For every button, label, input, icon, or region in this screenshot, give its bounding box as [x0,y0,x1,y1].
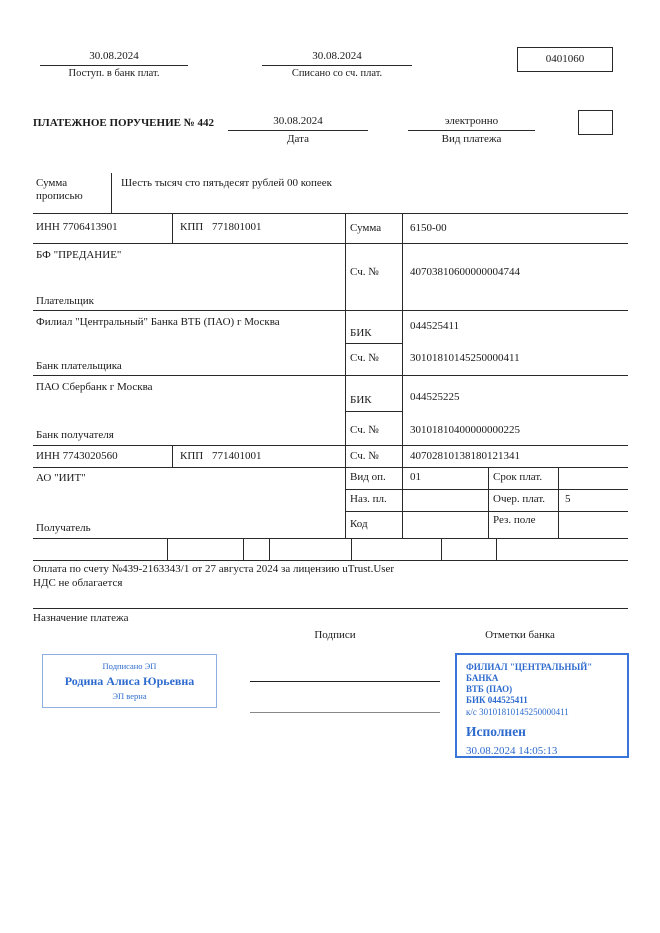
grid-line [172,213,173,243]
payee-account-label: Сч. № [350,450,379,462]
grid-line [488,467,489,538]
bank-stamp-bik: БИК 044525411 [466,695,528,705]
payer-bank-label: Банк плательщика [36,360,122,372]
payee-bank-bik-label: БИК [350,394,372,406]
grid-line [441,538,442,560]
grid-line [243,538,244,560]
payer-bank-name: Филиал "Центральный" Банка ВТБ (ПАО) г Москва [36,316,280,328]
grid-line [33,243,628,244]
op-kind-label: Вид оп. [350,471,386,483]
payment-kind-field [408,115,535,146]
grid-line [33,375,628,376]
bank-stamp-name-line2: ВТБ (ПАО) [466,684,513,694]
payer-bank-bik-label: БИК [350,327,372,339]
grid-line [33,310,628,311]
debited-date-value: 30.08.2024 [262,50,412,66]
grid-line [496,538,497,560]
signature-line-1 [250,681,440,682]
purpose-line2: НДС не облагается [33,577,123,589]
grid-line [351,538,352,560]
sum-words-value: Шесть тысяч сто пятьдесят рублей 00 копеек [121,177,333,189]
op-kind-value: 01 [410,471,421,483]
payee-kpp-label: КПП [180,450,204,462]
payment-kind-label: Вид платежа [441,133,502,145]
document-title: ПЛАТЕЖНОЕ ПОРУЧЕНИЕ № 442 [33,117,215,129]
bank-stamp-status: Исполнен [466,724,526,739]
date-field [228,115,368,146]
priority-label: Очер. плат. [493,493,546,505]
grid-line [33,213,628,214]
grid-line [402,213,403,538]
payee-name: АО "ИИТ" [36,472,86,484]
pay-term-label: Срок плат. [493,471,543,483]
payee-label: Получатель [36,522,91,534]
sum-label: Сумма [350,222,382,234]
esign-valid-label: ЭП верна [112,691,147,701]
priority-value: 5 [565,493,571,505]
grid-line [33,538,628,539]
grid-line [172,445,173,467]
payee-bank-label: Банк получателя [36,429,114,441]
date-label: Дата [287,133,309,145]
received-date-label: Поступ. в банк плат. [68,68,160,79]
payer-name: БФ "ПРЕДАНИЕ" [36,249,122,261]
bank-stamp-corr-account: к/с 30101810145250000411 [466,707,569,717]
esign-signer-name: Родина Алиса Юрьевна [64,674,195,688]
grid-line [33,445,628,446]
grid-line [269,538,270,560]
payer-account-label: Сч. № [350,266,379,278]
debited-date-label: Списано со сч. плат. [291,68,383,79]
received-date-field [40,50,188,80]
payer-bank-corr-value: 30101810145250000411 [410,352,520,364]
grid-line [167,538,168,560]
status-code-box [578,110,613,135]
grid-line [345,343,402,344]
reserve-label: Рез. поле [493,514,536,526]
code-label: Код [350,518,368,530]
bank-marks-heading: Отметки банка [485,629,555,641]
bank-stamp-datetime: 30.08.2024 14:05:13 [466,745,558,757]
payee-account-value: 40702810138180121341 [410,450,520,462]
grid-line [33,560,628,561]
payer-account-value: 40703810600000004744 [410,266,520,278]
debited-date-field [262,50,412,80]
purpose-underline [33,608,628,609]
grid-line [345,411,402,412]
form-code: 0401060 [545,53,585,65]
payer-label: Плательщик [36,295,94,307]
payee-bank-bik-value: 044525225 [410,391,460,403]
payer-kpp-label: КПП [180,221,204,233]
form-code-box [517,47,613,72]
naz-pl-label: Наз. пл. [350,493,387,505]
payee-bank-corr-value: 30101810400000000225 [410,424,520,436]
payee-bank-name: ПАО Сбербанк г Москва [36,381,153,393]
grid-line [33,467,628,468]
purpose-label: Назначение платежа [33,612,129,624]
esign-stamp [42,654,217,708]
date-value: 30.08.2024 [228,115,368,131]
grid-line [345,489,628,490]
grid-line [345,511,628,512]
payer-inn: ИНН 7706413901 [36,221,118,233]
esign-signed-label: Подписано ЭП [102,661,157,671]
payer-bank-bik-value: 044525411 [410,320,460,332]
bank-stamp-name-line1: ФИЛИАЛ "ЦЕНТРАЛЬНЫЙ" БАНКА [466,662,593,683]
payment-kind-value: электронно [408,115,535,131]
sum-words-label: Сумма прописью [36,177,83,202]
received-date-value: 30.08.2024 [40,50,188,66]
payee-inn: ИНН 7743020560 [36,450,118,462]
grid-line [111,173,112,213]
payee-bank-corr-label: Сч. № [350,424,379,436]
bank-stamp [455,653,629,758]
sum-value: 6150-00 [410,222,447,234]
grid-line [558,467,559,538]
signatures-heading: Подписи [314,629,356,641]
payee-kpp-value: 771401001 [212,450,262,462]
signature-line-2 [250,712,440,713]
payer-bank-corr-label: Сч. № [350,352,379,364]
purpose-line1: Оплата по счету №439-2163343/1 от 27 августа 2024 за лицензию uTrust.User [33,563,395,575]
payer-kpp-value: 771801001 [212,221,262,233]
grid-line [345,213,346,538]
